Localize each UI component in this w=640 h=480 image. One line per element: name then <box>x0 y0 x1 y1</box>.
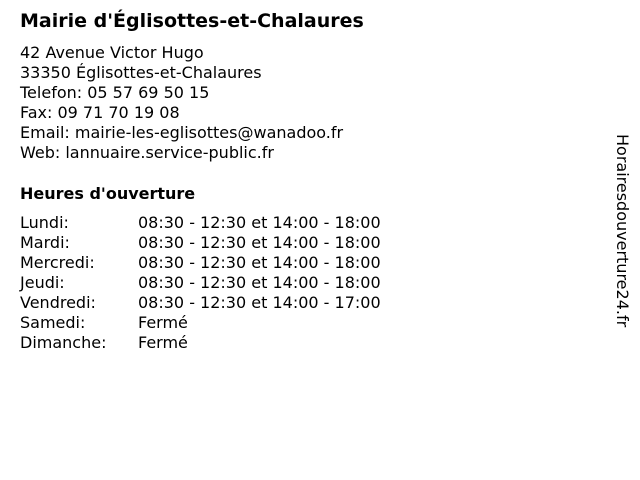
opening-hours-list <box>20 213 381 353</box>
site-watermark: Horairesdouverture24.fr <box>613 134 632 328</box>
time-range: 08:30 - 12:30 et 14:00 - 18:00 <box>138 233 381 252</box>
city-address: 33350 Églisottes-et-Chalaures <box>20 63 262 82</box>
day-label: Vendredi: <box>20 293 96 312</box>
street-address: 42 Avenue Victor Hugo <box>20 43 204 62</box>
day-label: Samedi: <box>20 313 86 332</box>
time-range: 08:30 - 12:30 et 14:00 - 18:00 <box>138 273 381 292</box>
contact-block <box>20 43 343 163</box>
email-address: Email: mairie-les-eglisottes@wanadoo.fr <box>20 123 344 142</box>
day-label: Mardi: <box>20 233 70 252</box>
hours-row-monday <box>20 213 381 233</box>
day-label: Mercredi: <box>20 253 95 272</box>
hours-row-friday <box>20 293 381 313</box>
hours-row-tuesday <box>20 233 381 253</box>
time-range: 08:30 - 12:30 et 14:00 - 17:00 <box>138 293 381 312</box>
time-range: Fermé <box>138 333 188 352</box>
time-range: 08:30 - 12:30 et 14:00 - 18:00 <box>138 213 381 232</box>
phone-number: Telefon: 05 57 69 50 15 <box>20 83 210 102</box>
time-range: Fermé <box>138 313 188 332</box>
page-title: Mairie d'Églisottes-et-Chalaures <box>20 10 364 32</box>
hours-row-sunday <box>20 333 381 353</box>
hours-row-thursday <box>20 273 381 293</box>
day-label: Lundi: <box>20 213 69 232</box>
website: Web: lannuaire.service-public.fr <box>20 143 274 162</box>
fax-number: Fax: 09 71 70 19 08 <box>20 103 180 122</box>
day-label: Dimanche: <box>20 333 107 352</box>
time-range: 08:30 - 12:30 et 14:00 - 18:00 <box>138 253 381 272</box>
hours-row-wednesday <box>20 253 381 273</box>
hours-row-saturday <box>20 313 381 333</box>
day-label: Jeudi: <box>20 273 65 292</box>
hours-heading: Heures d'ouverture <box>20 184 196 203</box>
